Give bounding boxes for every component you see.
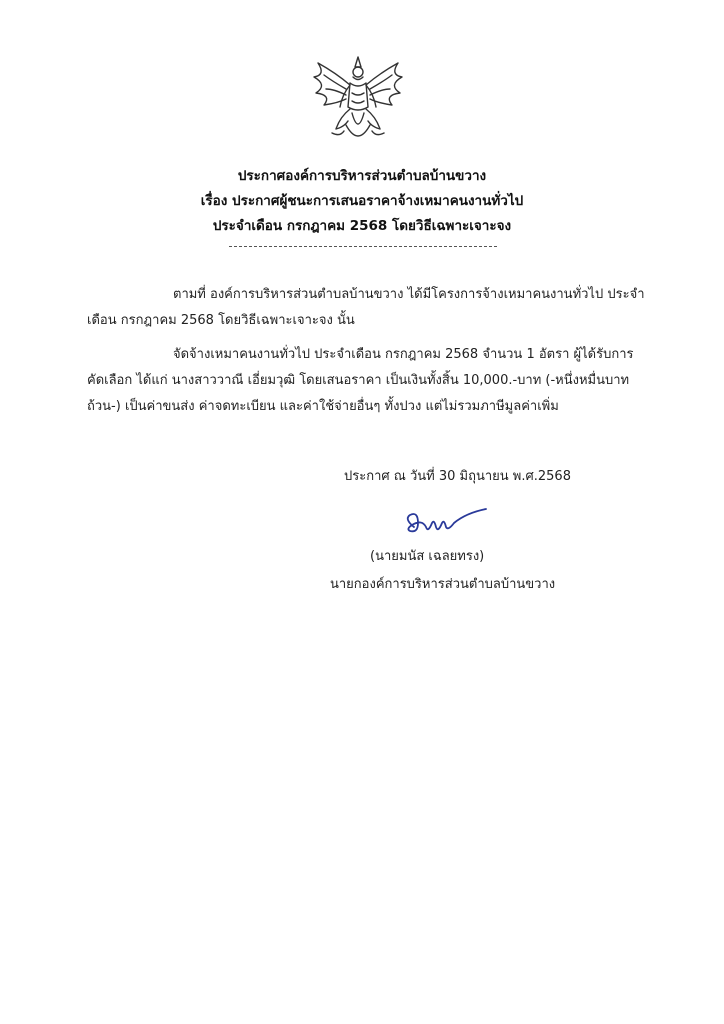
paragraph-2-text: จัดจ้างเหมาคนงานทั่วไป ประจำเดือน กรกฎาคม 2568 จำนวน 1 อัตรา ผู้ได้รับการคัดเลือก ได้แก่ นางสาววาณี เอี่ยมวุฒิ โดยเสนอราคา เป็นเงินทั้งสิ้น 10,000.-บาท (-หนึ่งหมื่นบาทถ้วน-) เป็นค่าขนส่ง ค่าจดทะเบียน และค่าใช้จ่ายอื่นๆ ทั้งปวง แต่ไม่รวมภาษีมูลค่าเพิ่ม [87,347,634,414]
org-title: ประกาศองค์การบริหารส่วนตำบลบ้านขวาง [237,168,487,184]
handwritten-signature [400,505,490,545]
garuda-emblem [306,55,410,150]
announcement-header [0,164,724,239]
announcement-date: ประกาศ ณ วันที่ 30 มิถุนายน พ.ศ.2568 [344,469,571,484]
body-paragraph-2 [87,342,647,420]
header-divider [229,246,497,247]
signer-title: นายกองค์การบริหารส่วนตำบลบ้านขวาง [330,577,556,592]
body-paragraph-1 [87,282,647,334]
paragraph-1-text: ตามที่ องค์การบริหารส่วนตำบลบ้านขวาง ได้มีโครงการจ้างเหมาคนงานทั่วไป ประจำเดือน กรกฎาคม 2568 โดยวิธีเฉพาะเจาะจง นั้น [87,287,645,328]
period-title: ประจำเดือน กรกฎาคม 2568 โดยวิธีเฉพาะเจาะจง [212,218,512,234]
subject-title: เรื่อง ประกาศผู้ชนะการเสนอราคาจ้างเหมาคนงานทั่วไป [200,193,524,209]
signer-name: (นายมนัส เฉลยทรง) [370,549,485,564]
